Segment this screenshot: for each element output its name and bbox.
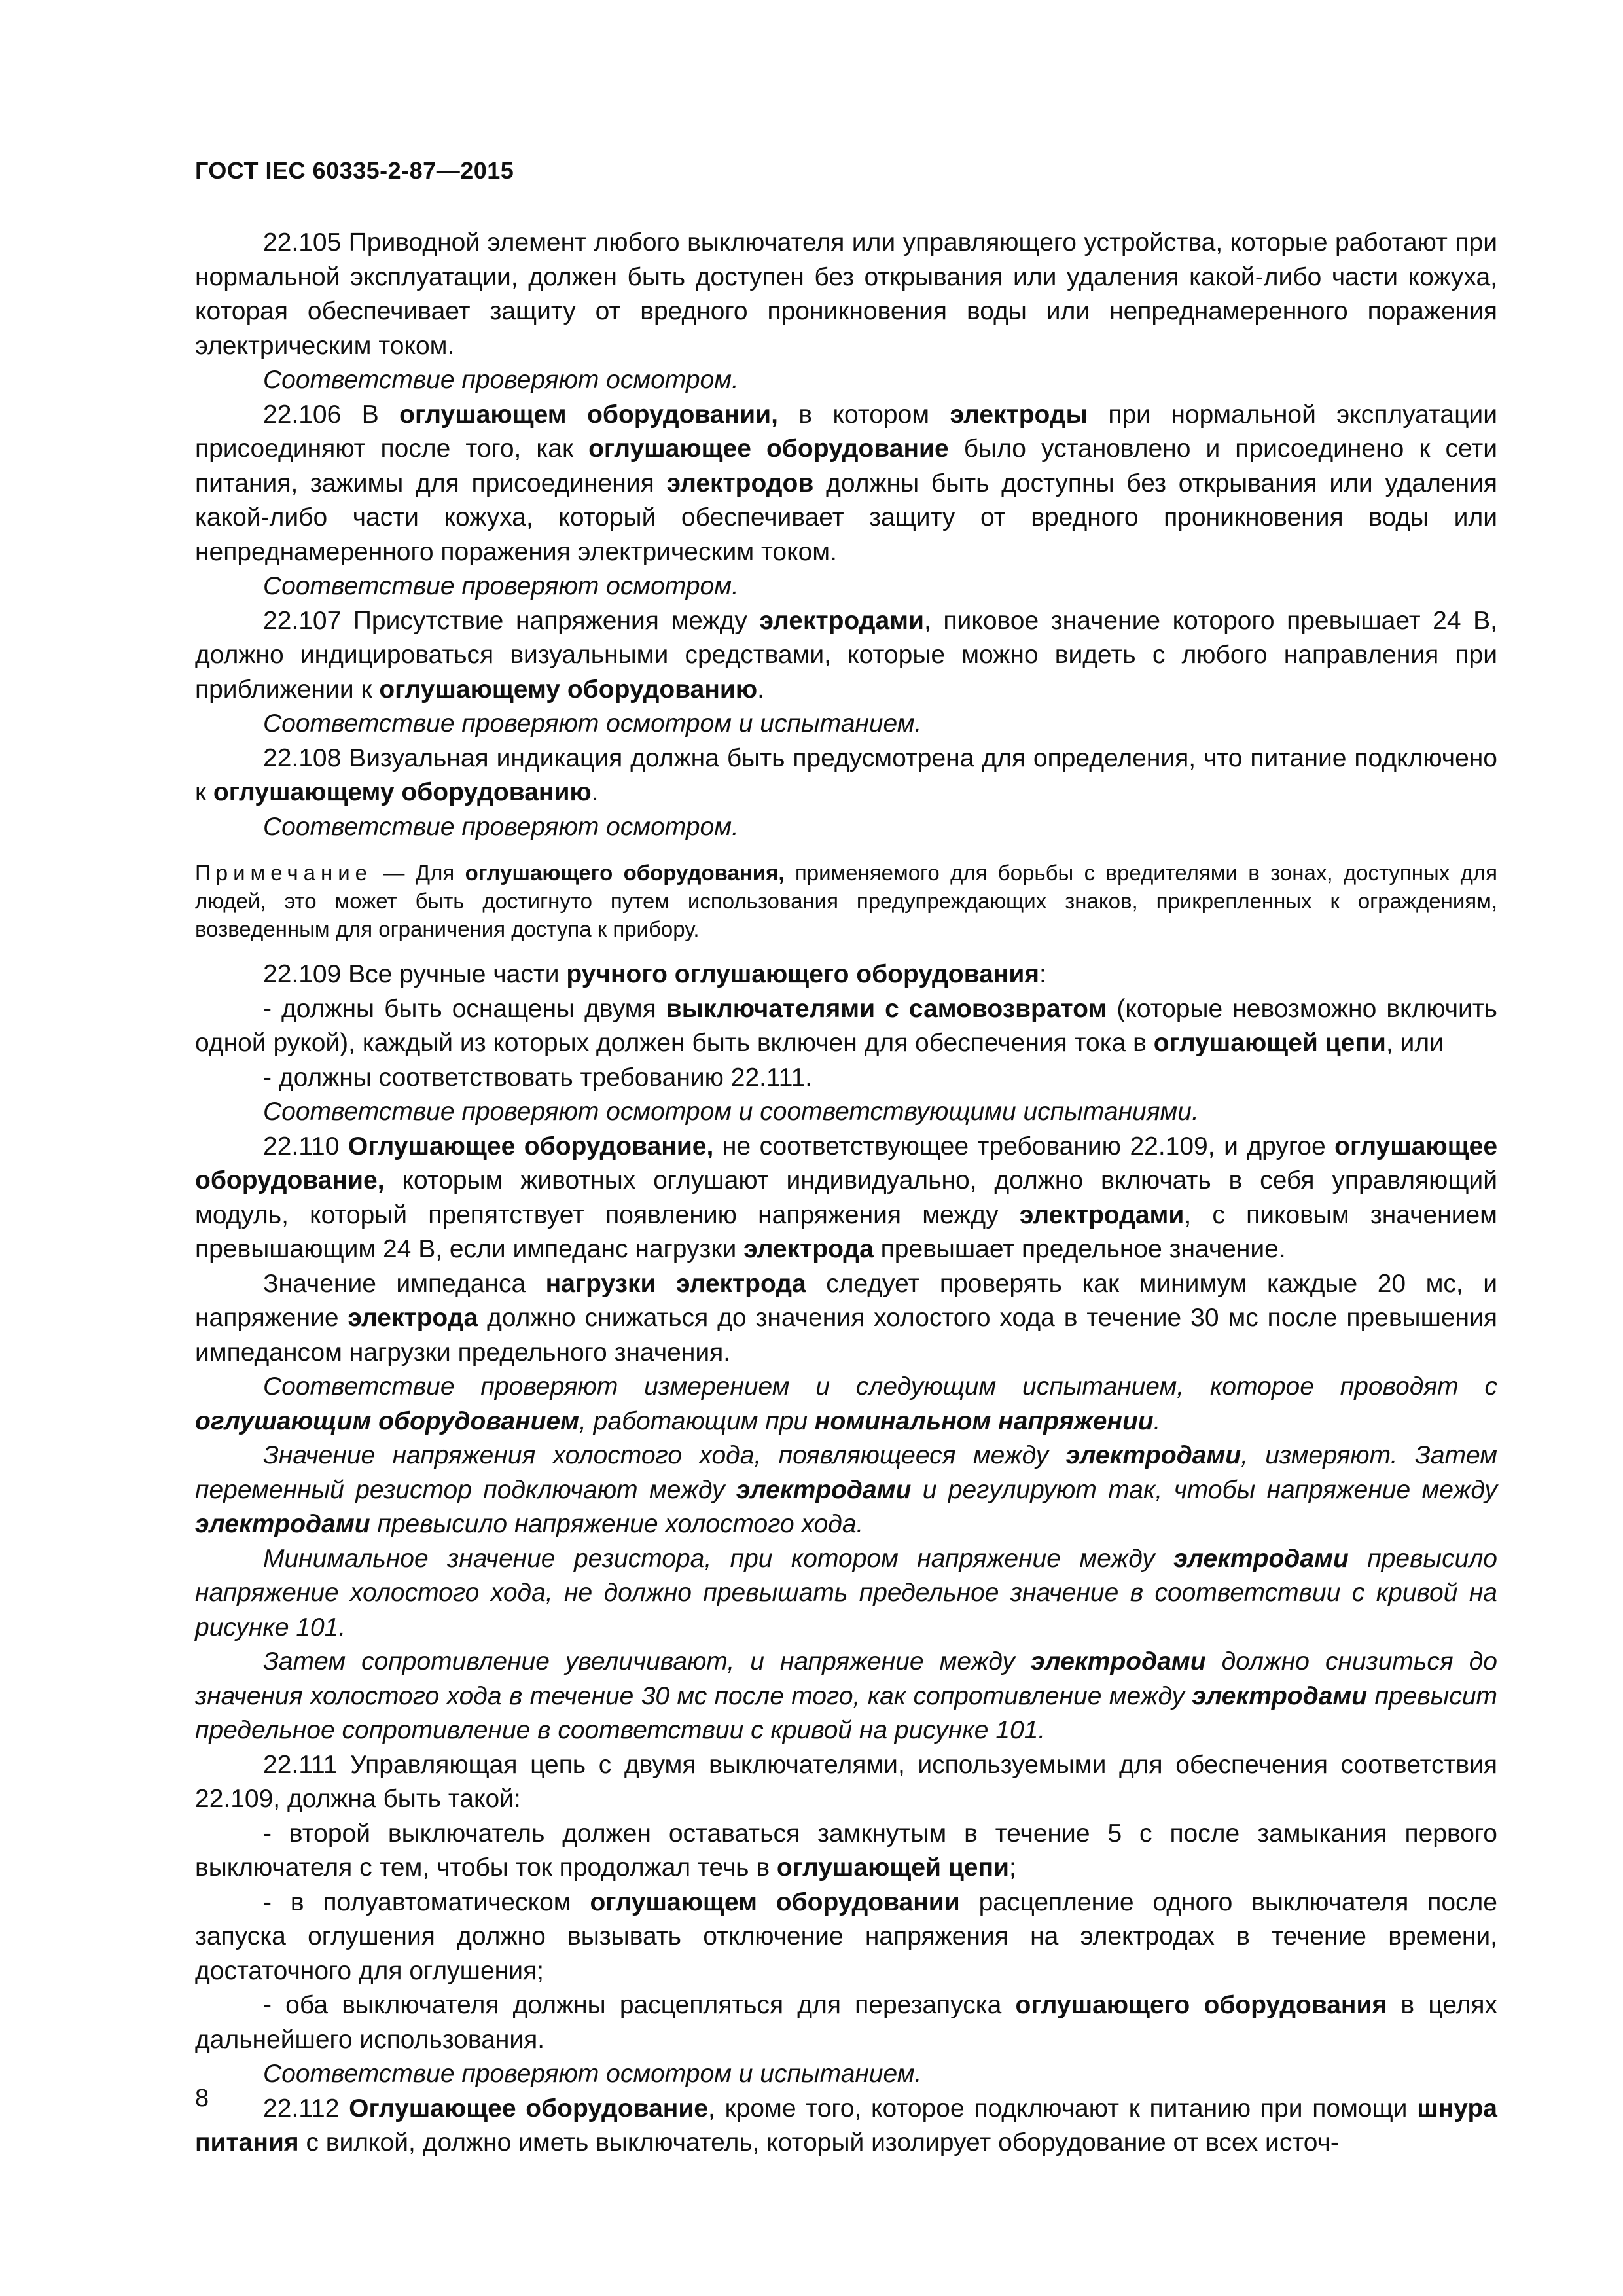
text-run: — Для: [372, 861, 465, 885]
defined-term: электродами: [759, 606, 925, 635]
document-header: ГОСТ IEC 60335-2-87—2015: [195, 157, 514, 184]
text-run: которым животных оглушают индивидуально, должно включать в себя управляющий модуль, который препятствует появлению напряжения между: [195, 1166, 1497, 1229]
text-run: - оба выключателя должны расцепляться для перезапуска: [263, 1991, 1016, 2019]
defined-term: оглушающее оборудование: [588, 435, 949, 463]
text-run: Соответствие проверяют осмотром.: [263, 572, 739, 600]
paragraph-p22-110: [195, 1130, 1497, 1267]
text-run: 22.109 Все ручные части: [263, 960, 567, 988]
text-run: Минимальное значение резистора, при котором напряжение между: [263, 1544, 1174, 1573]
defined-term: электродами: [1065, 1441, 1241, 1469]
text-run: Соответствие проверяют измерением и следующим испытанием, которое проводят с: [263, 1372, 1497, 1401]
defined-term: электродами: [736, 1475, 912, 1504]
text-run: в целях дальнейшего использования.: [195, 1991, 1498, 2054]
paragraph-c22-108: [195, 810, 1497, 845]
defined-term: Оглушающее оборудование,: [348, 1132, 714, 1160]
text-run: должно снижаться до значения холостого хода в течение 30 мс после превышения импедансом нагрузки предельного значения.: [195, 1304, 1497, 1367]
page-number: 8: [195, 2085, 209, 2112]
defined-term: электродами: [1173, 1544, 1349, 1573]
text-run: должны быть доступны без открывания или удаления какой-либо части кожуха, который обеспечивает защиту от вредного проникновения воды или непреднамеренного поражения электрическим током.: [195, 469, 1497, 566]
paragraph-c22-107: [195, 707, 1497, 742]
paragraph-p22-107: [195, 604, 1497, 708]
defined-term: оглушающему оборудованию: [213, 778, 592, 806]
text-run: Соответствие проверяют осмотром и испытанием.: [263, 2060, 922, 2088]
paragraph-c22-106: [195, 569, 1497, 604]
document-page: [195, 0, 1497, 2296]
paragraph-p22-111: [195, 1748, 1497, 1817]
text-run: Соответствие проверяют осмотром.: [263, 812, 739, 841]
defined-term: оглушающему оборудованию: [379, 675, 758, 704]
defined-term: оглушающее оборудование,: [195, 1132, 1498, 1194]
paragraph-p22-109: [195, 958, 1497, 992]
text-run: 22.106 В: [263, 400, 400, 429]
text-run: 22.108 Визуальная индикация должна быть предусмотрена для определения, что питание подключено к: [195, 744, 1497, 806]
defined-term: электродов: [666, 469, 814, 497]
text-run: и регулируют так, чтобы напряжение между: [911, 1475, 1497, 1504]
text-run: ;: [1009, 1854, 1016, 1882]
paragraph-p22-109-b: [195, 1061, 1497, 1096]
text-run: превысило напряжение холостого хода, не должно превышать предельное значение в соответствии с кривой на рисунке 101.: [195, 1544, 1497, 1641]
text-run: (которые невозможно включить одной рукой), каждый из которых должен быть включен для обеспечения тока в: [195, 994, 1497, 1057]
text-run: Примечание: [195, 861, 373, 885]
paragraph-c22-110-a: [195, 1370, 1497, 1439]
paragraph-p22-106: [195, 398, 1497, 570]
defined-term: оглушающего оборудования,: [465, 861, 785, 885]
defined-term: выключателями с самовозвратом: [666, 994, 1107, 1023]
text-run: превышает предельное значение.: [873, 1235, 1286, 1263]
defined-term: оглушающего оборудования: [1015, 1991, 1387, 2019]
text-run: , или: [1385, 1029, 1444, 1057]
defined-term: номинальном напряжении: [814, 1407, 1154, 1435]
defined-term: нагрузки электрода: [545, 1269, 806, 1298]
text-run: не соответствующее требованию 22.109, и другое: [713, 1132, 1335, 1160]
text-run: Значение импеданса: [263, 1269, 546, 1298]
text-run: должно снизиться до значения холостого хода в течение 30 мс после того, как сопротивление между: [195, 1647, 1497, 1710]
text-run: - в полуавтоматическом: [263, 1888, 590, 1916]
text-run: 22.112: [263, 2094, 349, 2123]
text-run: с вилкой, должно иметь выключатель, который изолирует оборудование от всех источ-: [298, 2128, 1339, 2157]
paragraph-note: [195, 859, 1497, 943]
paragraph-p22-111-a: [195, 1817, 1497, 1886]
text-run: , с пиковым значением превышающим 24 В, если импеданс нагрузки: [195, 1200, 1497, 1263]
paragraph-c22-109: [195, 1095, 1497, 1130]
text-run: .: [757, 675, 765, 704]
text-run: 22.107 Присутствие напряжения между: [263, 606, 760, 635]
text-run: в котором: [777, 400, 950, 429]
paragraph-p22-105: [195, 226, 1497, 363]
defined-term: электродами: [1019, 1200, 1185, 1229]
defined-term: оглушающем оборудовании: [590, 1888, 960, 1916]
text-run: 22.105 Приводной элемент любого выключателя или управляющего устройства, которые работают при нормальной эксплуатации, должен быть доступен без открывания или удаления какой-либо части кожуха, которая обеспечивает защиту от вредного проникновения воды или непреднамеренного поражения электрическим током.: [195, 228, 1497, 360]
defined-term: оглушающей цепи: [776, 1854, 1010, 1882]
text-run: - второй выключатель должен оставаться замкнутым в течение 5 с после замыкания первого выключателя с тем, чтобы ток продолжал течь в: [195, 1819, 1497, 1882]
text-run: Значение напряжения холостого хода, появляющееся между: [263, 1441, 1066, 1469]
text-run: превысит предельное сопротивление в соответствии с кривой на рисунке 101.: [195, 1681, 1497, 1744]
defined-term: шнура питания: [195, 2094, 1497, 2157]
paragraph-p22-108: [195, 742, 1497, 810]
defined-term: электрода: [348, 1304, 478, 1332]
defined-term: оглушающем оборудовании,: [399, 400, 778, 429]
defined-term: электродами: [1031, 1647, 1206, 1676]
text-run: 22.110: [263, 1132, 348, 1160]
defined-term: электрода: [743, 1235, 874, 1263]
text-run: 22.111 Управляющая цепь с двумя выключателями, используемыми для обеспечения соответствия 22.109, должна быть такой:: [195, 1750, 1497, 1813]
text-run: Затем сопротивление увеличивают, и напряжение между: [263, 1647, 1031, 1676]
text-run: превысило напряжение холостого хода.: [370, 1510, 864, 1538]
defined-term: электродами: [195, 1510, 370, 1538]
paragraph-p22-109-a: [195, 992, 1497, 1061]
document-body: [195, 226, 1497, 2161]
paragraph-p22-111-b: [195, 1886, 1497, 1989]
text-run: Соответствие проверяют осмотром и испытанием.: [263, 709, 922, 738]
text-run: , работающим при: [579, 1407, 815, 1435]
text-run: - должны быть оснащены двумя: [263, 994, 666, 1023]
text-run: при нормальной эксплуатации присоединяют после того, как: [195, 400, 1497, 463]
paragraph-c22-111: [195, 2057, 1497, 2092]
paragraph-p22-111-c: [195, 1988, 1497, 2057]
text-run: .: [591, 778, 599, 806]
text-run: , пиковое значение которого превышает 24 В, должно индицироваться визуальными средствами, которые можно видеть с любого направления при приближении к: [195, 606, 1497, 704]
text-run: было установлено и присоединено к сети питания, зажимы для присоединения: [195, 435, 1497, 497]
paragraph-c22-105: [195, 363, 1497, 398]
paragraph-p22-112: [195, 2092, 1497, 2161]
defined-term: оглушающим оборудованием: [195, 1407, 580, 1435]
text-run: следует проверять как минимум каждые 20 мс, и напряжение: [195, 1269, 1498, 1332]
paragraph-c22-110-c: [195, 1542, 1497, 1645]
text-run: , кроме того, которое подключают к питанию при помощи: [707, 2094, 1418, 2123]
text-run: применяемого для борьбы с вредителями в зонах, доступных для людей, это может быть достигнуто путем использования предупреждающих знаков, прикрепленных к ограждениям, возведенным для ограничения доступа к прибору.: [195, 861, 1497, 941]
defined-term: оглушающей цепи: [1153, 1029, 1386, 1057]
text-run: .: [1153, 1407, 1161, 1435]
text-run: Соответствие проверяют осмотром.: [263, 366, 739, 394]
defined-term: электроды: [950, 400, 1088, 429]
text-run: :: [1039, 960, 1046, 988]
text-run: расцепление одного выключателя после запуска оглушения должно вызывать отключение напряжения на электродах в течение времени, достаточного для оглушения;: [195, 1888, 1497, 1985]
paragraph-c22-110-d: [195, 1645, 1497, 1748]
text-run: , измеряют. Затем переменный резистор подключают между: [195, 1441, 1497, 1504]
defined-term: ручного оглушающего оборудования: [566, 960, 1040, 988]
paragraph-p22-110-b: [195, 1267, 1497, 1371]
defined-term: Оглушающее оборудование: [349, 2094, 708, 2123]
paragraph-c22-110-b: [195, 1439, 1497, 1542]
defined-term: электродами: [1192, 1681, 1368, 1710]
text-run: Соответствие проверяют осмотром и соответствующими испытаниями.: [263, 1098, 1199, 1126]
text-run: - должны соответствовать требованию 22.111.: [263, 1063, 813, 1092]
